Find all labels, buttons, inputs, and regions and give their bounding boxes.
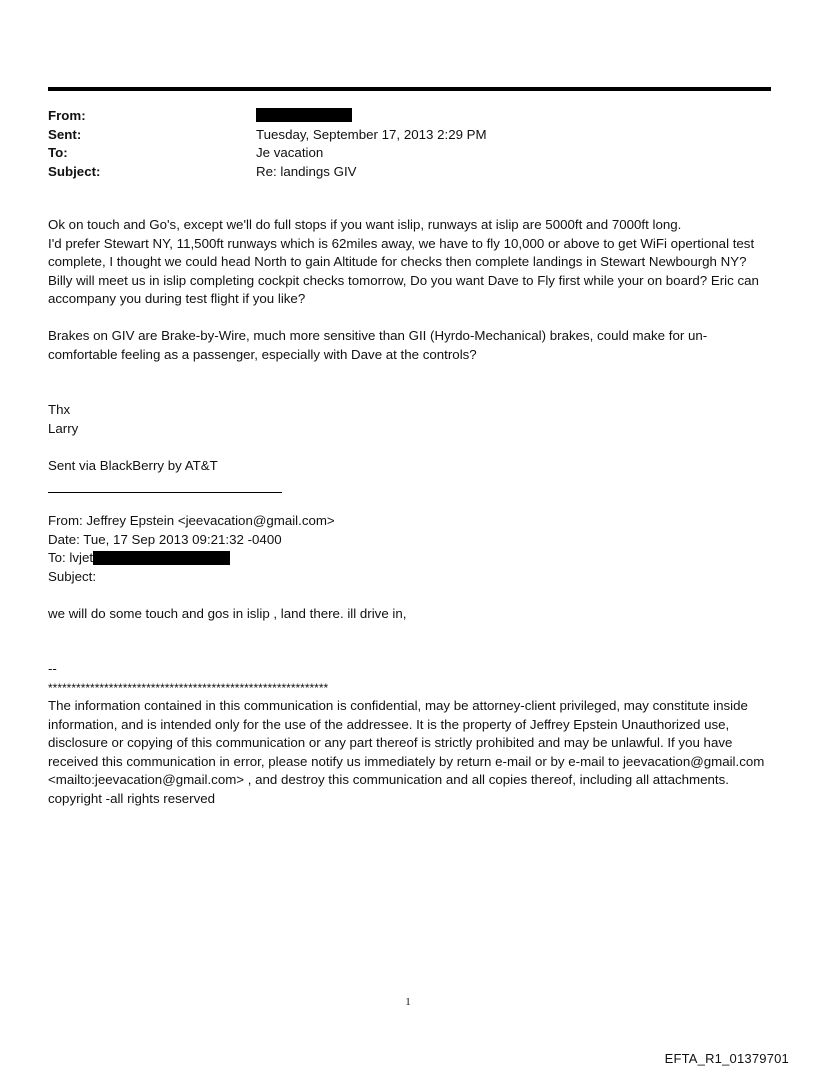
body-paragraph-brakes: Brakes on GIV are Brake-by-Wire, much more sensitive than GII (Hyrdo-Mechanical) brakes, could make for un-comfortable feeling as a passenger, especially with Dave at the controls? <box>48 328 708 362</box>
signoff: Thx <box>48 402 71 417</box>
to-row <box>48 144 771 163</box>
footer-dashes: -- <box>48 661 57 676</box>
body-line-billy: Billy will meet us in islip completing cockpit checks tomorrow, Do you want Dave to Fly first while your on board? Eric can accompany you during test flight if you like? <box>48 272 759 306</box>
sent-via: Sent via BlackBerry by AT&T <box>48 457 218 473</box>
disclaimer: The information contained in this communication is confidential, may be attorney-client privileged, may constitute inside information, and is intended only for the use of the addressee. It is the property of Jeffrey Epstein Unauthorized use, disclosure or copying of this communication or any part thereof is strictly prohibited and may be unlawful. If you have received this communication in error, please notify us immediately by return e-mail or by e-mail to jeevacation@gmail.com <mailto:jeevacation@gmail.com> , and destroy this communication and all copies thereof, including all attachments. copyright -all rights reserved <box>48 698 765 806</box>
sent-row <box>48 126 771 145</box>
to-value: Je vacation <box>256 145 324 160</box>
subject-value: Re: landings GIV <box>256 163 357 179</box>
original-date: Date: Tue, 17 Sep 2013 09:21:32 -0400 <box>48 531 282 547</box>
signature: Larry <box>48 420 79 436</box>
redaction-block <box>93 551 230 565</box>
sent-value: Tuesday, September 17, 2013 2:29 PM <box>256 126 487 142</box>
original-subject: Subject: <box>48 568 97 584</box>
original-to <box>48 549 773 568</box>
signature-divider <box>48 492 282 493</box>
from-value <box>256 107 771 126</box>
subject-row <box>48 163 771 182</box>
body-line-stewart: I'd prefer Stewart NY, 11,500ft runways which is 62miles away, we have to fly 10,000 or above to get WiFi opertional test complete, I thought we could head North to gain Altitude for checks then complete landings in Stewart Newbourgh NY? <box>48 235 755 269</box>
to-label: To: <box>48 145 68 160</box>
original-from: From: Jeffrey Epstein <jeevacation@gmail.com> <box>48 513 335 528</box>
email-body <box>48 216 773 808</box>
email-header <box>48 107 771 181</box>
bates-number: EFTA_R1_01379701 <box>664 1051 789 1066</box>
original-to-text: To: lvjet <box>48 550 94 565</box>
original-message: we will do some touch and gos in islip , land there. ill drive in, <box>48 605 407 621</box>
redaction-block <box>256 108 352 122</box>
page-number: 1 <box>405 996 411 1008</box>
subject-label: Subject: <box>48 163 101 179</box>
from-row <box>48 107 771 126</box>
from-label: From: <box>48 108 86 123</box>
body-line-runways: Ok on touch and Go's, except we'll do full stops if you want islip, runways at islip are 5000ft and 7000ft long. <box>48 217 682 232</box>
header-divider <box>48 87 771 91</box>
sent-label: Sent: <box>48 126 82 142</box>
footer-stars: ************************************************************ <box>48 680 329 695</box>
